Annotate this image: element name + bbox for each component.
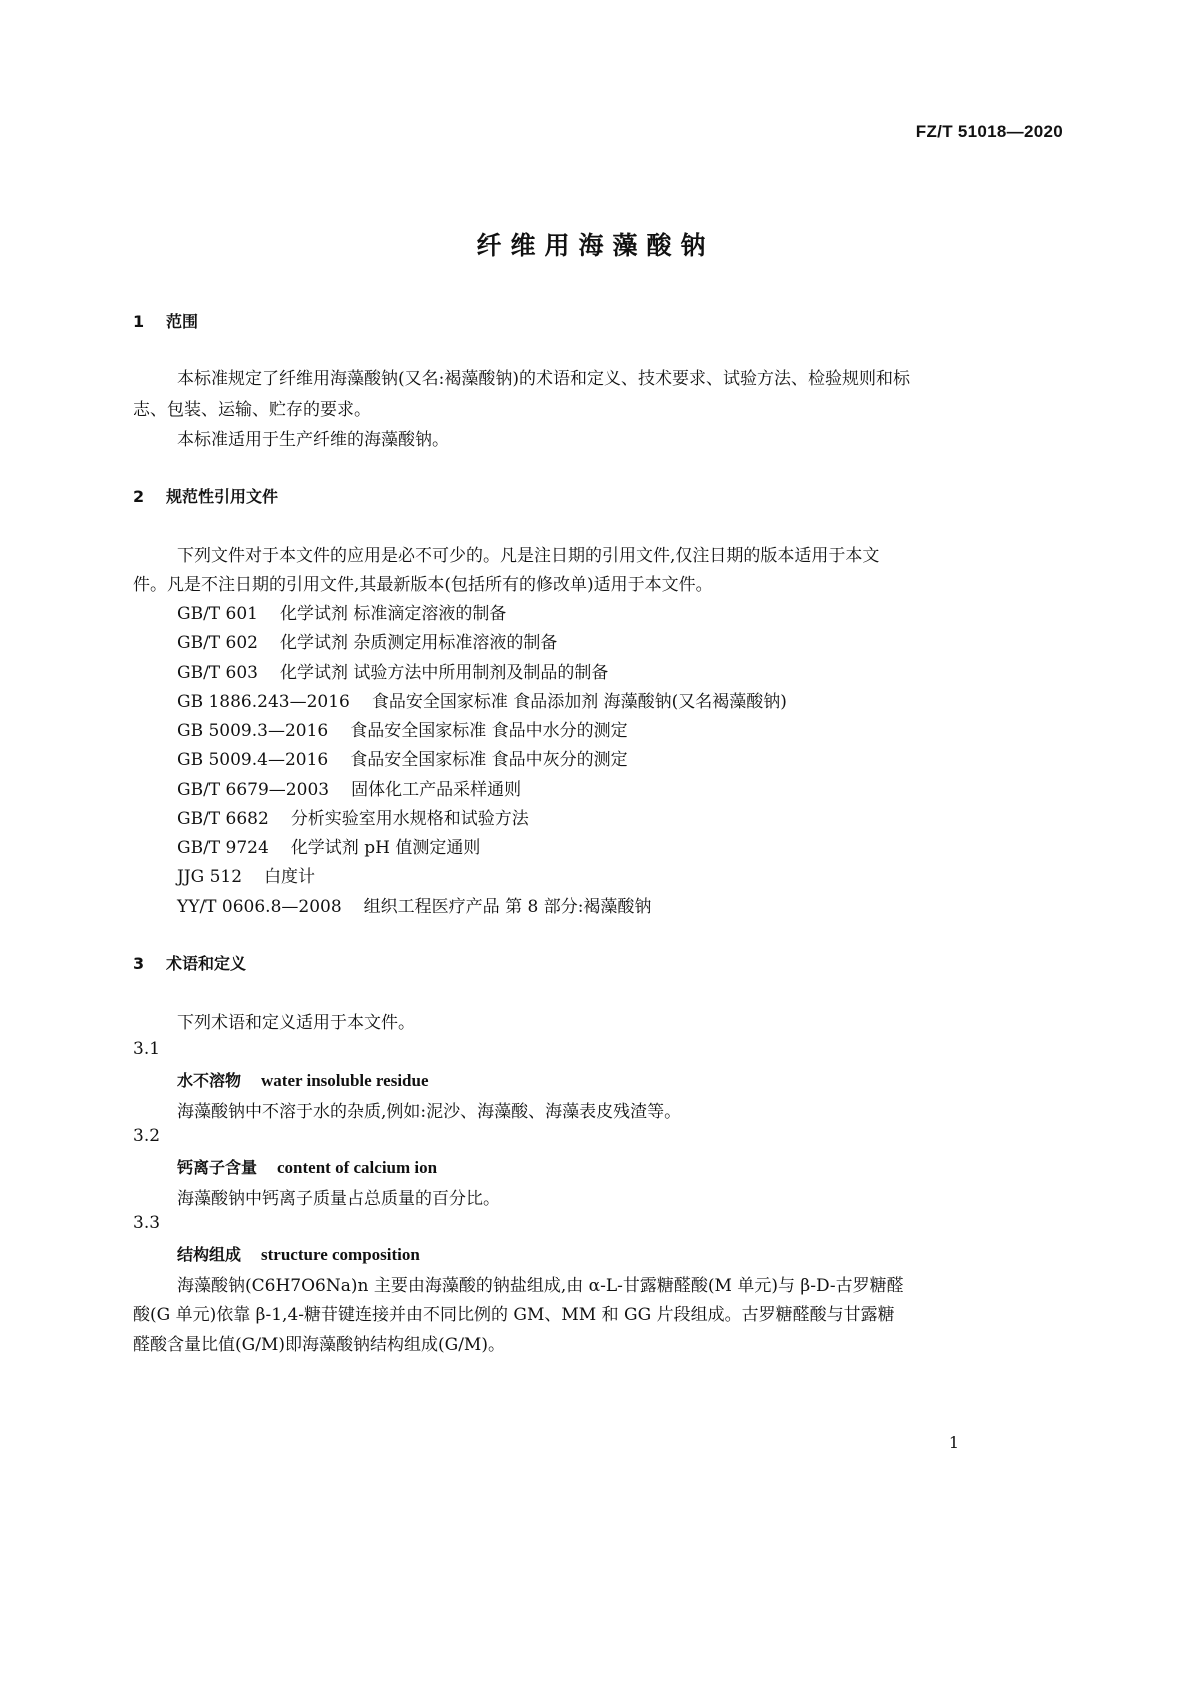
reference-item	[177, 862, 315, 887]
reference-code: GB 5009.3—2016	[177, 721, 329, 741]
reference-code: GB/T 601	[177, 604, 258, 624]
terms-intro: 下列术语和定义适用于本文件。	[177, 1013, 415, 1033]
reference-item	[177, 745, 628, 770]
reference-item	[177, 628, 557, 653]
reference-code: GB 1886.243—2016	[177, 692, 350, 712]
term-definition: 海藻酸钠中不溶于水的杂质,例如:泥沙、海藻酸、海藻表皮残渣等。	[177, 1102, 682, 1122]
term-name-en: content of calcium ion	[277, 1158, 438, 1177]
references-intro-line-1: 下列文件对于本文件的应用是必不可少的。凡是注日期的引用文件,仅注日期的版本适用于本文	[177, 546, 880, 566]
reference-title: 白度计	[264, 867, 316, 887]
section-title: 规范性引用文件	[166, 487, 279, 506]
section-title: 术语和定义	[166, 954, 247, 973]
term-name	[177, 1155, 437, 1178]
reference-title: 组织工程医疗产品 第 8 部分:褐藻酸钠	[363, 897, 652, 917]
reference-code: GB/T 6682	[177, 809, 269, 829]
reference-item	[177, 716, 628, 741]
term-number: 3.1	[133, 1039, 161, 1059]
scope-paragraph-2: 本标准适用于生产纤维的海藻酸钠。	[177, 430, 449, 450]
reference-title: 固体化工产品采样通则	[351, 780, 522, 800]
term-name-en: water insoluble residue	[261, 1071, 429, 1090]
section-3-heading	[133, 951, 246, 974]
term-definition: 海藻酸钠中钙离子质量占总质量的百分比。	[177, 1189, 500, 1209]
term-number: 3.3	[133, 1213, 161, 1233]
reference-code: GB/T 9724	[177, 838, 269, 858]
reference-item	[177, 804, 529, 829]
document-title: 纤维用海藻酸钠	[476, 231, 715, 260]
reference-code: GB/T 603	[177, 663, 258, 683]
reference-title: 化学试剂 试验方法中所用制剂及制品的制备	[280, 663, 609, 683]
reference-item	[177, 892, 651, 917]
reference-title: 食品安全国家标准 食品添加剂 海藻酸钠(又名褐藻酸钠)	[371, 692, 787, 712]
section-number: 3	[133, 954, 145, 973]
reference-item	[177, 687, 787, 712]
section-number: 2	[133, 487, 145, 506]
reference-title: 化学试剂 标准滴定溶液的制备	[280, 604, 507, 624]
reference-title: 食品安全国家标准 食品中水分的测定	[350, 721, 628, 741]
scope-paragraph-line-1: 本标准规定了纤维用海藻酸钠(又名:褐藻酸钠)的术语和定义、技术要求、试验方法、检验规则和标	[177, 369, 910, 389]
section-number: 1	[133, 312, 145, 331]
standard-code: FZ/T 51018—2020	[915, 122, 1063, 141]
term-name-zh: 水不溶物	[177, 1071, 242, 1090]
page-number: 1	[948, 1433, 959, 1452]
term-name-zh: 结构组成	[177, 1245, 242, 1264]
section-2-heading	[133, 484, 278, 507]
reference-item	[177, 658, 608, 683]
section-title: 范围	[166, 312, 199, 331]
reference-code: GB/T 6679—2003	[177, 780, 330, 800]
reference-title: 化学试剂 pH 值测定通则	[290, 838, 481, 858]
term-name	[177, 1068, 429, 1091]
reference-item	[177, 833, 480, 858]
references-intro-line-2: 件。凡是不注日期的引用文件,其最新版本(包括所有的修改单)适用于本文件。	[133, 575, 713, 595]
section-1-heading	[133, 309, 198, 332]
term-number: 3.2	[133, 1126, 161, 1146]
term-definition-line-1: 海藻酸钠(C6H7O6Na)n 主要由海藻酸的钠盐组成,由 α-L-甘露糖醛酸(M 单元)与 β-D-古罗糖醛	[177, 1276, 904, 1296]
reference-code: YY/T 0606.8—2008	[177, 897, 342, 917]
reference-title: 化学试剂 杂质测定用标准溶液的制备	[280, 633, 558, 653]
reference-code: GB/T 602	[177, 633, 258, 653]
term-definition-line-2: 酸(G 单元)依靠 β-1,4-糖苷键连接并由不同比例的 GM、MM 和 GG 片段组成。古罗糖醛酸与甘露糖	[133, 1305, 895, 1325]
reference-item	[177, 599, 506, 624]
term-name-zh: 钙离子含量	[177, 1158, 258, 1177]
reference-title: 食品安全国家标准 食品中灰分的测定	[350, 750, 628, 770]
term-name	[177, 1242, 420, 1265]
reference-code: JJG 512	[177, 867, 243, 887]
reference-title: 分析实验室用水规格和试验方法	[290, 809, 529, 829]
reference-item	[177, 775, 521, 800]
term-definition-line-3: 醛酸含量比值(G/M)即海藻酸钠结构组成(G/M)。	[133, 1335, 505, 1355]
reference-code: GB 5009.4—2016	[177, 750, 329, 770]
term-name-en: structure composition	[261, 1245, 420, 1264]
scope-paragraph-line-2: 志、包装、运输、贮存的要求。	[133, 400, 371, 420]
